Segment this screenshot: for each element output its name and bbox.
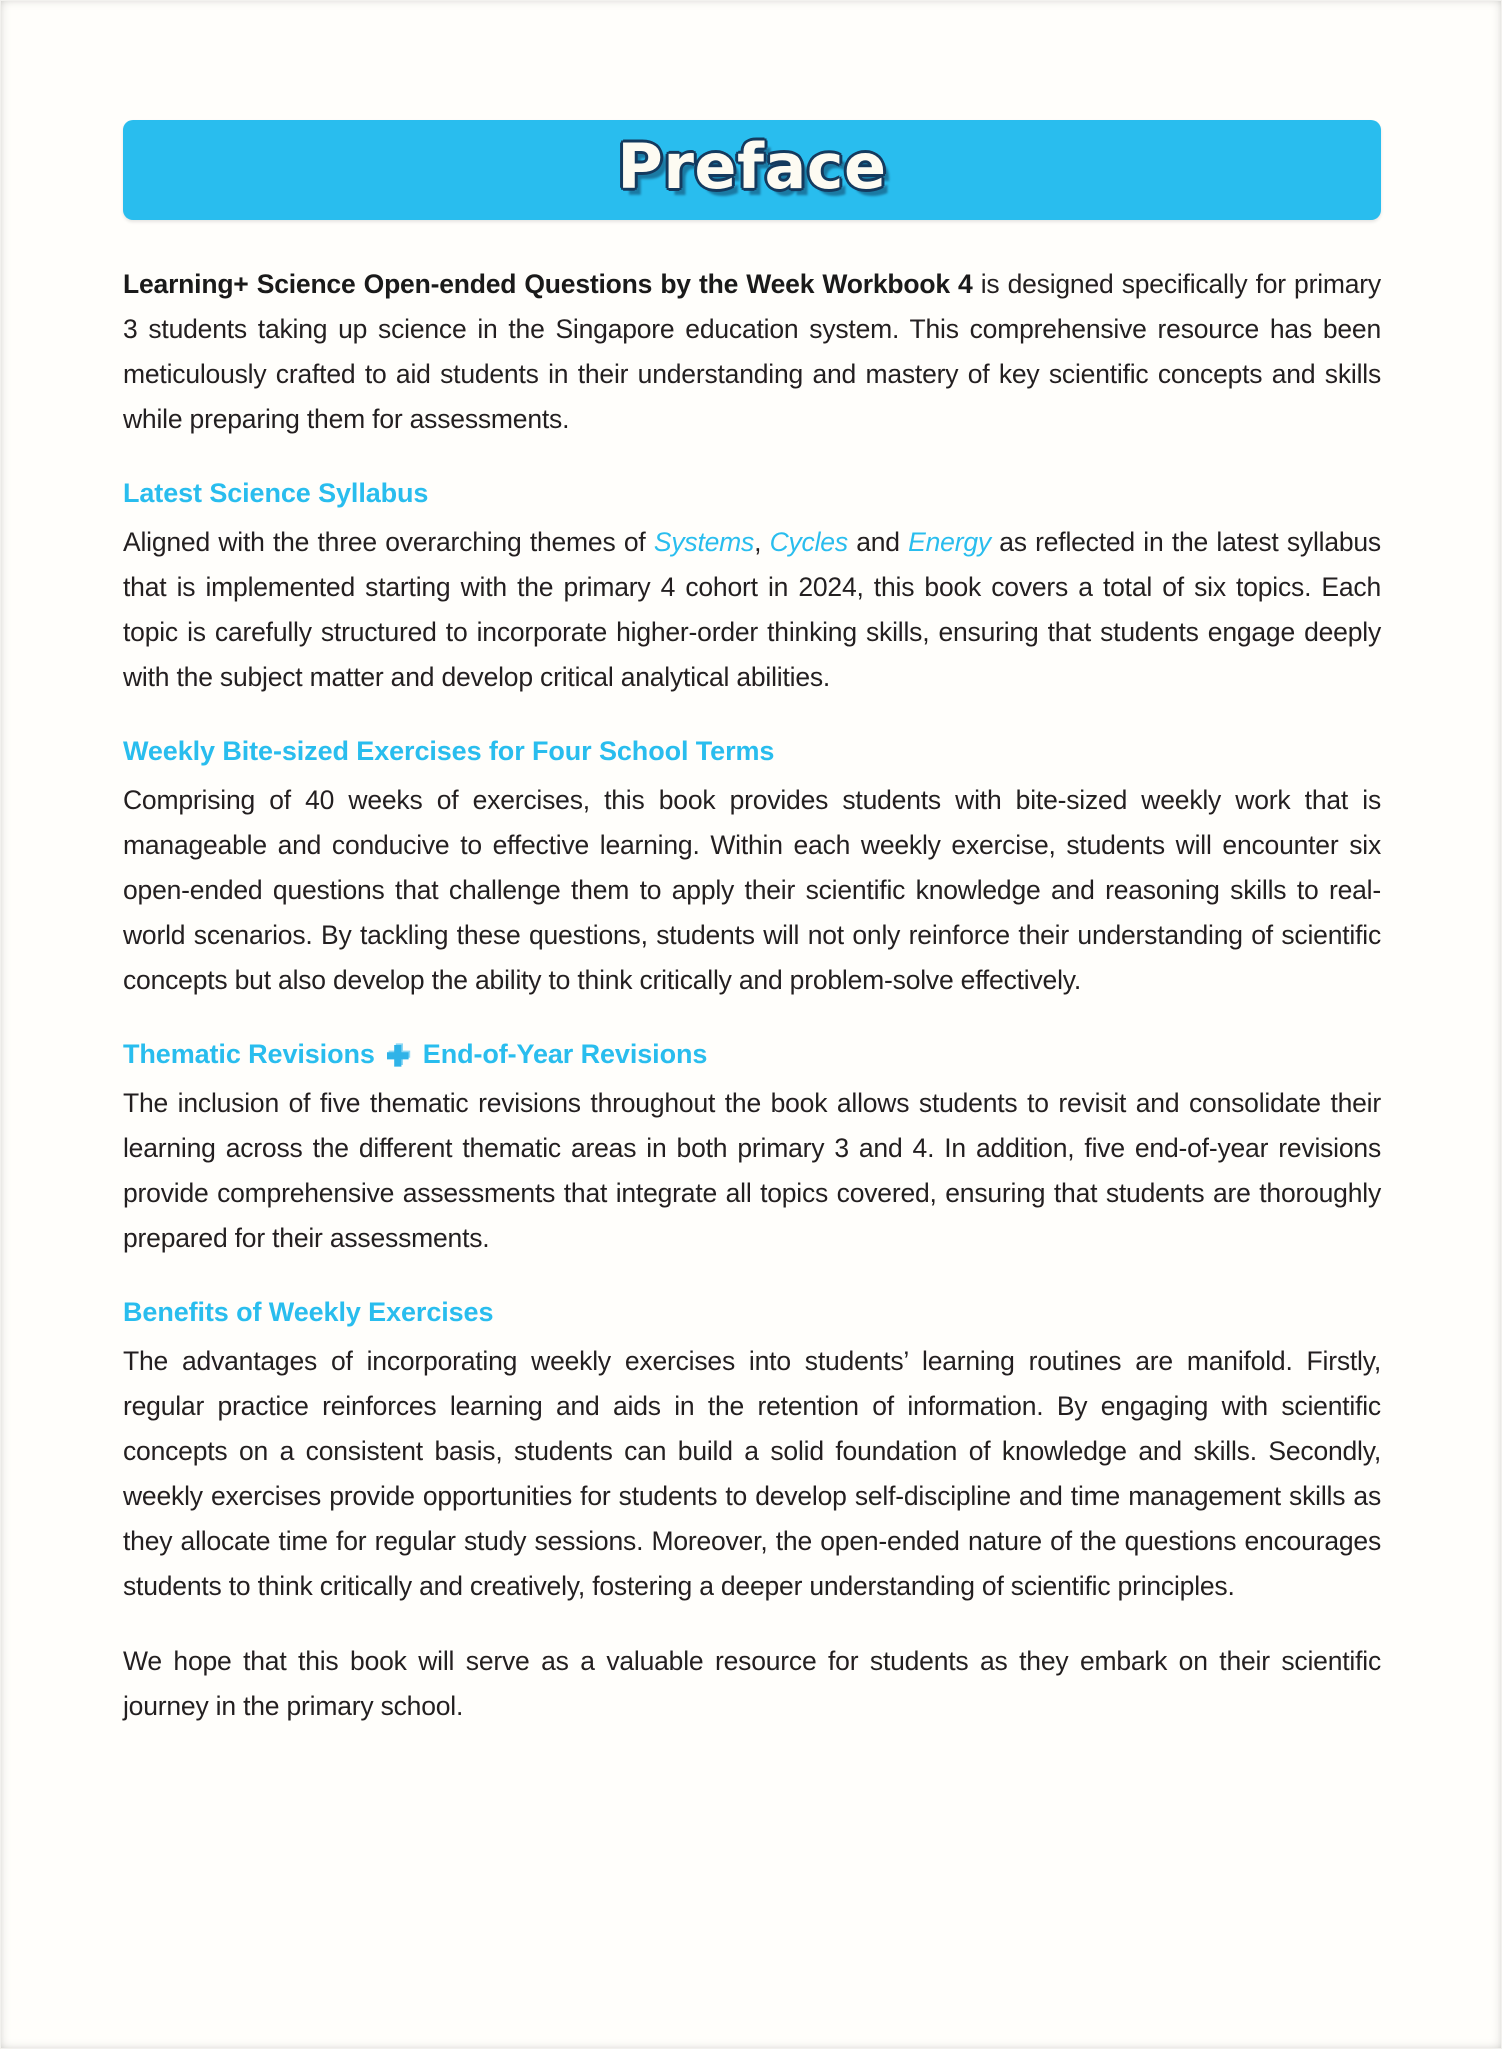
theme-separator-1: , <box>754 527 770 557</box>
section-heading-latest-science-syllabus <box>123 476 1381 510</box>
syllabus-text-tail: as reflected in the latest syllabus that is implemented starting with the primary 4 cohort in 2024, this book covers a total of six topics. Each topic is carefully structured to incorporate higher-order thinking skills, ensuring that students engage deeply with the subject matter and develop critical analytical abilities. <box>123 527 1381 692</box>
section-heading-label-part-1: Thematic Revisions <box>123 1039 375 1069</box>
section-heading-label: Benefits of Weekly Exercises <box>123 1297 494 1327</box>
intro-paragraph <box>123 262 1381 442</box>
theme-cycles: Cycles <box>769 527 848 557</box>
section-heading-label: Weekly Bite-sized Exercises for Four School Terms <box>123 736 775 766</box>
section-heading-label-part-2: End-of-Year Revisions <box>422 1039 708 1069</box>
page-title: Preface <box>617 130 887 203</box>
preface-title-banner <box>123 120 1381 220</box>
section-heading-label: Latest Science Syllabus <box>123 478 429 508</box>
theme-separator-2: and <box>847 527 909 557</box>
syllabus-text-lead: Aligned with the three overarching themes of <box>123 527 654 557</box>
plus-icon <box>384 1041 414 1071</box>
theme-systems: Systems <box>653 527 755 557</box>
page-content <box>123 0 1381 1729</box>
section-paragraph-thematic-revisions: The inclusion of five thematic revisions throughout the book allows students to revisit and consolidate their learning across the different thematic areas in both primary 3 and 4. In addition, five end-of-year revisions provide comprehensive assessments that integrate all topics covered, ensuring that students are thoroughly prepared for their assessments. <box>123 1088 1381 1253</box>
section-heading-benefits-of-weekly-exercises <box>123 1295 1381 1329</box>
intro-paragraph-text: is designed specifically for primary 3 students taking up science in the Singapore education system. This comprehensive resource has been meticulously crafted to aid students in their understanding and mastery of key scientific concepts and skills while preparing them for assessments. <box>123 269 1381 434</box>
paragraph-spacer <box>123 1609 1381 1639</box>
section-paragraph-benefits-of-weekly-exercises: The advantages of incorporating weekly exercises into students’ learning routines are manifold. Firstly, regular practice reinforces learning and aids in the retention of information. By engaging with scientific concepts on a consistent basis, students can build a solid foundation of knowledge and skills. Secondly, weekly exercises provide opportunities for students to develop self-discipline and time management skills as they allocate time for regular study sessions. Moreover, the open-ended nature of the questions encourages students to think critically and creatively, fostering a deeper understanding of scientific principles. <box>123 1346 1381 1601</box>
section-paragraph-weekly-bite-sized-exercises: Comprising of 40 weeks of exercises, this book provides students with bite-sized weekly work that is manageable and conducive to effective learning. Within each weekly exercise, students will encounter six open-ended questions that challenge them to apply their scientific knowledge and reasoning skills to real-world scenarios. By tackling these questions, students will not only reinforce their understanding of scientific concepts but also develop the ability to think critically and problem-solve effectively. <box>123 785 1381 995</box>
section-paragraph-latest-science-syllabus <box>123 520 1381 700</box>
section-heading-thematic-and-end-of-year-revisions <box>123 1037 1381 1071</box>
body-content <box>123 262 1381 1729</box>
closing-paragraph: We hope that this book will serve as a valuable resource for students as they embark on their scientific journey in the primary school. <box>123 1646 1381 1721</box>
section-heading-weekly-bite-sized-exercises <box>123 734 1381 768</box>
book-title: Learning+ Science Open-ended Questions by the Week Workbook 4 <box>123 269 973 299</box>
theme-energy: Energy <box>908 527 991 557</box>
